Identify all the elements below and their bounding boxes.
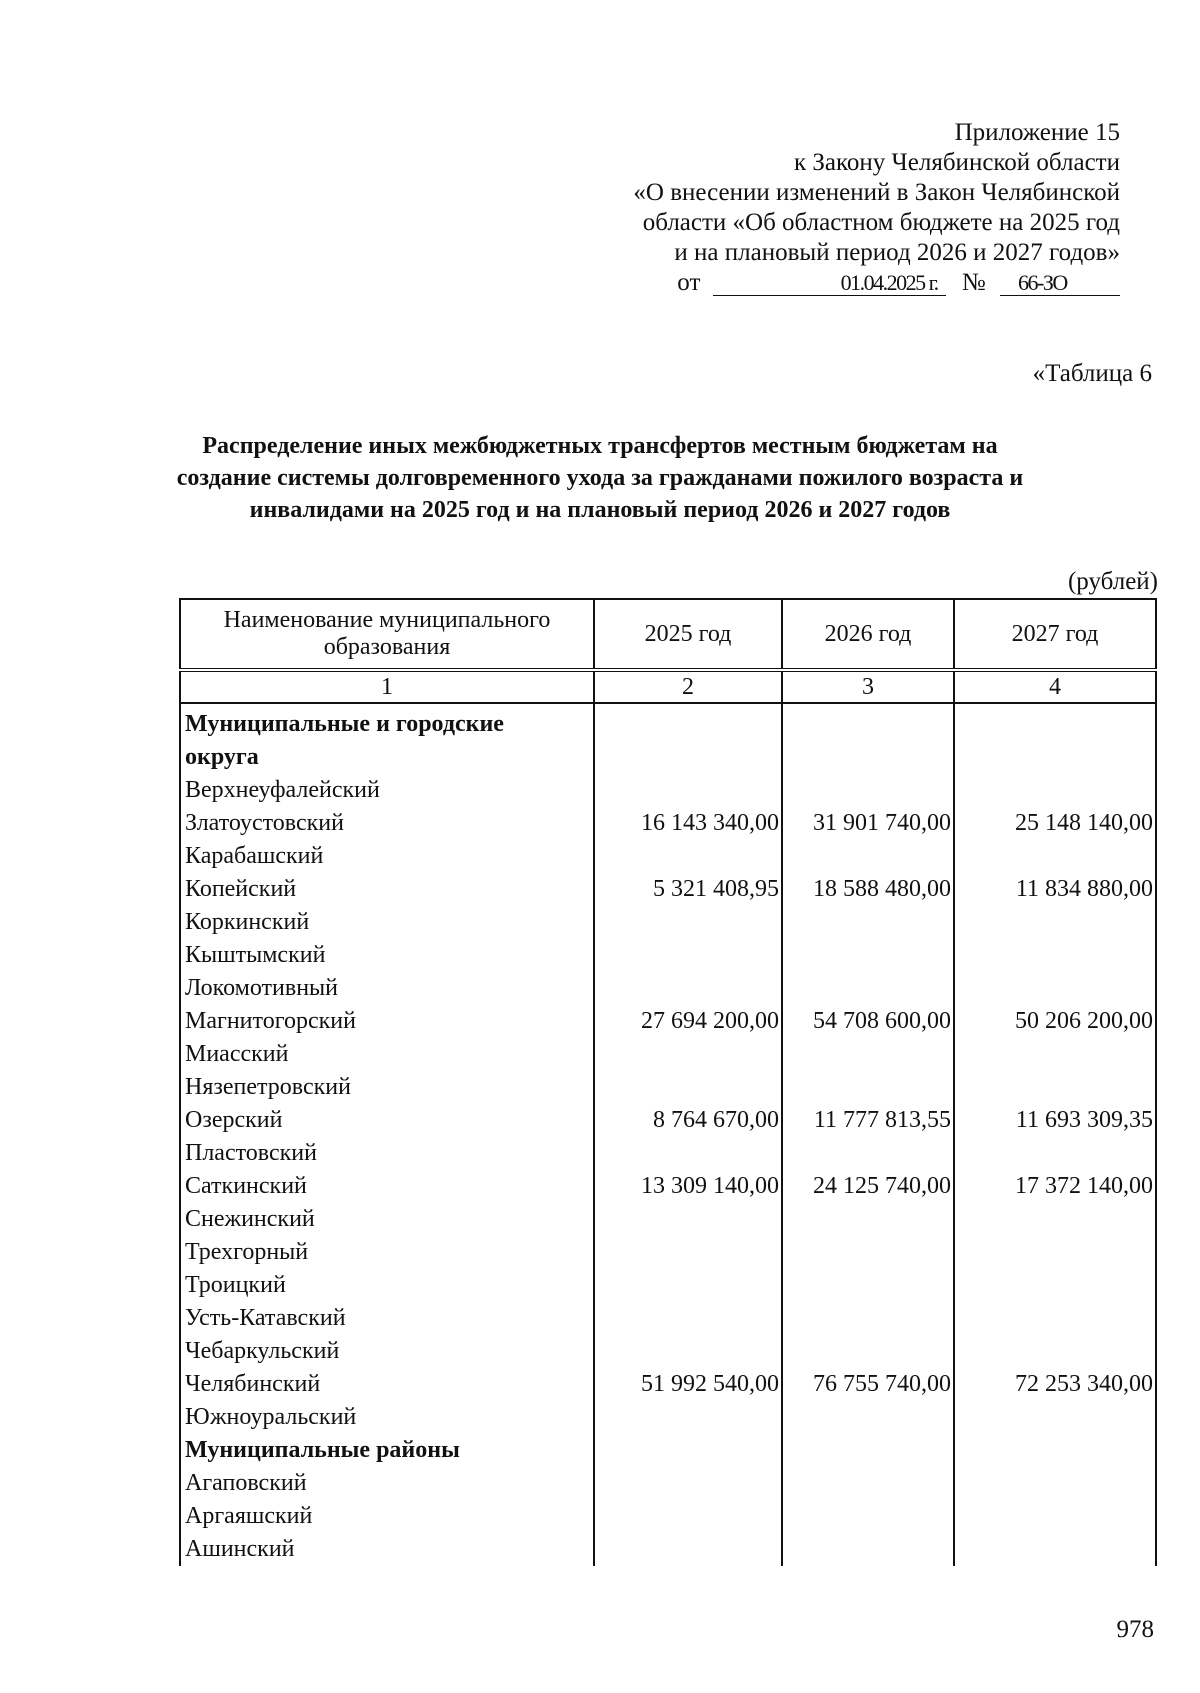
value-2026-cell: [782, 840, 954, 873]
table-label: «Таблица 6: [1032, 360, 1152, 387]
value-2026-cell: [782, 1071, 954, 1104]
table-row: [180, 1236, 1156, 1269]
value-2025-cell: 5 321 408,95: [594, 873, 782, 906]
table-row: [180, 873, 1156, 906]
value-2027-cell: [954, 1401, 1156, 1434]
municipality-name-cell: Муниципальные районы: [180, 1434, 594, 1467]
title-line: Распределение иных межбюджетных трансфертов местным бюджетам на: [202, 433, 998, 459]
value-2026-cell: [782, 1467, 954, 1500]
column-header-2027: 2027 год: [954, 599, 1156, 670]
value-2026-cell: [782, 774, 954, 807]
value-2026-cell: 31 901 740,00: [782, 807, 954, 840]
value-2026-cell: 18 588 480,00: [782, 873, 954, 906]
value-2027-cell: 25 148 140,00: [954, 807, 1156, 840]
value-2027-cell: [954, 1137, 1156, 1170]
value-2025-cell: [594, 1269, 782, 1302]
column-header-2025: 2025 год: [594, 599, 782, 670]
title-line: инвалидами на 2025 год и на плановый период 2026 и 2027 годов: [249, 497, 951, 523]
value-2027-cell: [954, 1236, 1156, 1269]
decree-date: 01.04.2025 г.: [713, 271, 946, 296]
municipality-name-cell: Снежинский: [180, 1203, 594, 1236]
table-row: [180, 939, 1156, 972]
table-row: [180, 1368, 1156, 1401]
table-header-row: [180, 599, 1156, 670]
table-row: [180, 1137, 1156, 1170]
value-2027-cell: [954, 972, 1156, 1005]
title-line: создание системы долговременного ухода за гражданами пожилого возраста и: [176, 465, 1024, 491]
value-2025-cell: [594, 1203, 782, 1236]
from-label: от: [677, 269, 701, 296]
table-row: [180, 1203, 1156, 1236]
value-2026-cell: [782, 1236, 954, 1269]
value-2027-cell: [954, 840, 1156, 873]
value-2026-cell: [782, 906, 954, 939]
table-row: [180, 1467, 1156, 1500]
header-line: к Закону Челябинской области: [794, 149, 1120, 176]
value-2027-cell: [954, 1302, 1156, 1335]
column-header-2026: 2026 год: [782, 599, 954, 670]
table-row: [180, 1005, 1156, 1038]
value-2026-cell: 76 755 740,00: [782, 1368, 954, 1401]
table-row: [180, 972, 1156, 1005]
municipality-name-cell: Коркинский: [180, 906, 594, 939]
table-row: [180, 1335, 1156, 1368]
table-row: [180, 1038, 1156, 1071]
municipality-name-cell: Магнитогорский: [180, 1005, 594, 1038]
value-2025-cell: [594, 1335, 782, 1368]
municipality-name-cell: Усть-Катавский: [180, 1302, 594, 1335]
document-title: [150, 430, 1050, 526]
value-2027-cell: [954, 1533, 1156, 1566]
municipality-name-cell: Копейский: [180, 873, 594, 906]
municipality-name-cell: Муниципальные и городские: [180, 703, 594, 741]
column-number: 2: [594, 670, 782, 703]
value-2025-cell: 16 143 340,00: [594, 807, 782, 840]
value-2026-cell: [782, 972, 954, 1005]
table-row: [180, 774, 1156, 807]
units-label: (рублей): [1067, 568, 1158, 595]
value-2025-cell: [594, 906, 782, 939]
value-2026-cell: 11 777 813,55: [782, 1104, 954, 1137]
value-2026-cell: [782, 1038, 954, 1071]
value-2026-cell: [782, 703, 954, 741]
header-line: и на плановый период 2026 и 2027 годов»: [674, 239, 1120, 266]
section-header-row: [180, 741, 1156, 774]
value-2027-cell: [954, 1335, 1156, 1368]
value-2026-cell: [782, 1434, 954, 1467]
value-2025-cell: [594, 939, 782, 972]
header-line: области «Об областном бюджете на 2025 год: [642, 209, 1120, 236]
table-body: [180, 703, 1156, 1566]
value-2027-cell: 11 834 880,00: [954, 873, 1156, 906]
municipality-name-cell: Троицкий: [180, 1269, 594, 1302]
value-2025-cell: [594, 1467, 782, 1500]
municipality-name-cell: Трехгорный: [180, 1236, 594, 1269]
table-row: [180, 1269, 1156, 1302]
value-2025-cell: [594, 1533, 782, 1566]
decree-number: 66-ЗО: [1000, 271, 1120, 296]
column-number: 1: [180, 670, 594, 703]
municipality-name-cell: Пластовский: [180, 1137, 594, 1170]
value-2025-cell: [594, 840, 782, 873]
value-2025-cell: [594, 1137, 782, 1170]
header-line: Приложение 15: [954, 119, 1120, 146]
value-2027-cell: [954, 1071, 1156, 1104]
table-row: [180, 1104, 1156, 1137]
municipality-name-cell: Златоустовский: [180, 807, 594, 840]
page-number: 978: [1116, 1616, 1154, 1643]
value-2027-cell: [954, 906, 1156, 939]
value-2027-cell: [954, 1038, 1156, 1071]
value-2026-cell: 24 125 740,00: [782, 1170, 954, 1203]
value-2026-cell: [782, 1335, 954, 1368]
column-header-municipality: Наименование муниципального образования: [180, 599, 594, 670]
value-2025-cell: [594, 1434, 782, 1467]
section-header-row: [180, 703, 1156, 741]
municipality-name-cell: Озерский: [180, 1104, 594, 1137]
municipality-name-cell: Локомотивный: [180, 972, 594, 1005]
value-2027-cell: [954, 1203, 1156, 1236]
value-2027-cell: [954, 1500, 1156, 1533]
value-2027-cell: [954, 939, 1156, 972]
municipality-name-cell: Челябинский: [180, 1368, 594, 1401]
value-2025-cell: [594, 1302, 782, 1335]
header-line: «О внесении изменений в Закон Челябинской: [633, 179, 1120, 206]
municipality-name-cell: Верхнеуфалейский: [180, 774, 594, 807]
value-2025-cell: [594, 1236, 782, 1269]
number-label: №: [961, 269, 986, 296]
decree-date-number-line: [560, 268, 1120, 298]
value-2026-cell: [782, 1401, 954, 1434]
value-2027-cell: [954, 741, 1156, 774]
value-2025-cell: [594, 1038, 782, 1071]
municipality-name-cell: Нязепетровский: [180, 1071, 594, 1104]
value-2027-cell: 50 206 200,00: [954, 1005, 1156, 1038]
municipality-name-cell: Кыштымский: [180, 939, 594, 972]
transfers-table: [179, 598, 1157, 1566]
table-row: [180, 1401, 1156, 1434]
value-2026-cell: 54 708 600,00: [782, 1005, 954, 1038]
value-2025-cell: [594, 741, 782, 774]
table-row: [180, 1500, 1156, 1533]
value-2025-cell: [594, 1500, 782, 1533]
value-2025-cell: 13 309 140,00: [594, 1170, 782, 1203]
table-row: [180, 1170, 1156, 1203]
value-2025-cell: [594, 774, 782, 807]
table-row: [180, 1533, 1156, 1566]
municipality-name-cell: Саткинский: [180, 1170, 594, 1203]
table-row: [180, 807, 1156, 840]
value-2025-cell: 8 764 670,00: [594, 1104, 782, 1137]
municipality-name-cell: Карабашский: [180, 840, 594, 873]
value-2027-cell: 72 253 340,00: [954, 1368, 1156, 1401]
value-2025-cell: [594, 1071, 782, 1104]
value-2026-cell: [782, 741, 954, 774]
column-number-row: [180, 670, 1156, 703]
municipality-name-cell: Аргаяшский: [180, 1500, 594, 1533]
value-2026-cell: [782, 1203, 954, 1236]
value-2026-cell: [782, 1137, 954, 1170]
value-2027-cell: [954, 1467, 1156, 1500]
municipality-name-cell: Миасский: [180, 1038, 594, 1071]
municipality-name-cell: Чебаркульский: [180, 1335, 594, 1368]
municipality-name-cell: Агаповский: [180, 1467, 594, 1500]
column-number: 3: [782, 670, 954, 703]
value-2027-cell: [954, 1434, 1156, 1467]
value-2027-cell: 17 372 140,00: [954, 1170, 1156, 1203]
value-2026-cell: [782, 1533, 954, 1566]
value-2026-cell: [782, 1269, 954, 1302]
table-row: [180, 906, 1156, 939]
section-header-row: [180, 1434, 1156, 1467]
value-2027-cell: [954, 774, 1156, 807]
value-2026-cell: [782, 1500, 954, 1533]
value-2026-cell: [782, 1302, 954, 1335]
value-2025-cell: 51 992 540,00: [594, 1368, 782, 1401]
law-appendix-header: [560, 118, 1120, 298]
value-2027-cell: [954, 1269, 1156, 1302]
municipality-name-cell: округа: [180, 741, 594, 774]
municipality-name-cell: Ашинский: [180, 1533, 594, 1566]
table-row: [180, 1302, 1156, 1335]
table-row: [180, 1071, 1156, 1104]
value-2027-cell: 11 693 309,35: [954, 1104, 1156, 1137]
value-2026-cell: [782, 939, 954, 972]
table-row: [180, 840, 1156, 873]
value-2025-cell: [594, 1401, 782, 1434]
column-number: 4: [954, 670, 1156, 703]
value-2025-cell: [594, 703, 782, 741]
municipality-name-cell: Южноуральский: [180, 1401, 594, 1434]
value-2025-cell: [594, 972, 782, 1005]
value-2027-cell: [954, 703, 1156, 741]
value-2025-cell: 27 694 200,00: [594, 1005, 782, 1038]
